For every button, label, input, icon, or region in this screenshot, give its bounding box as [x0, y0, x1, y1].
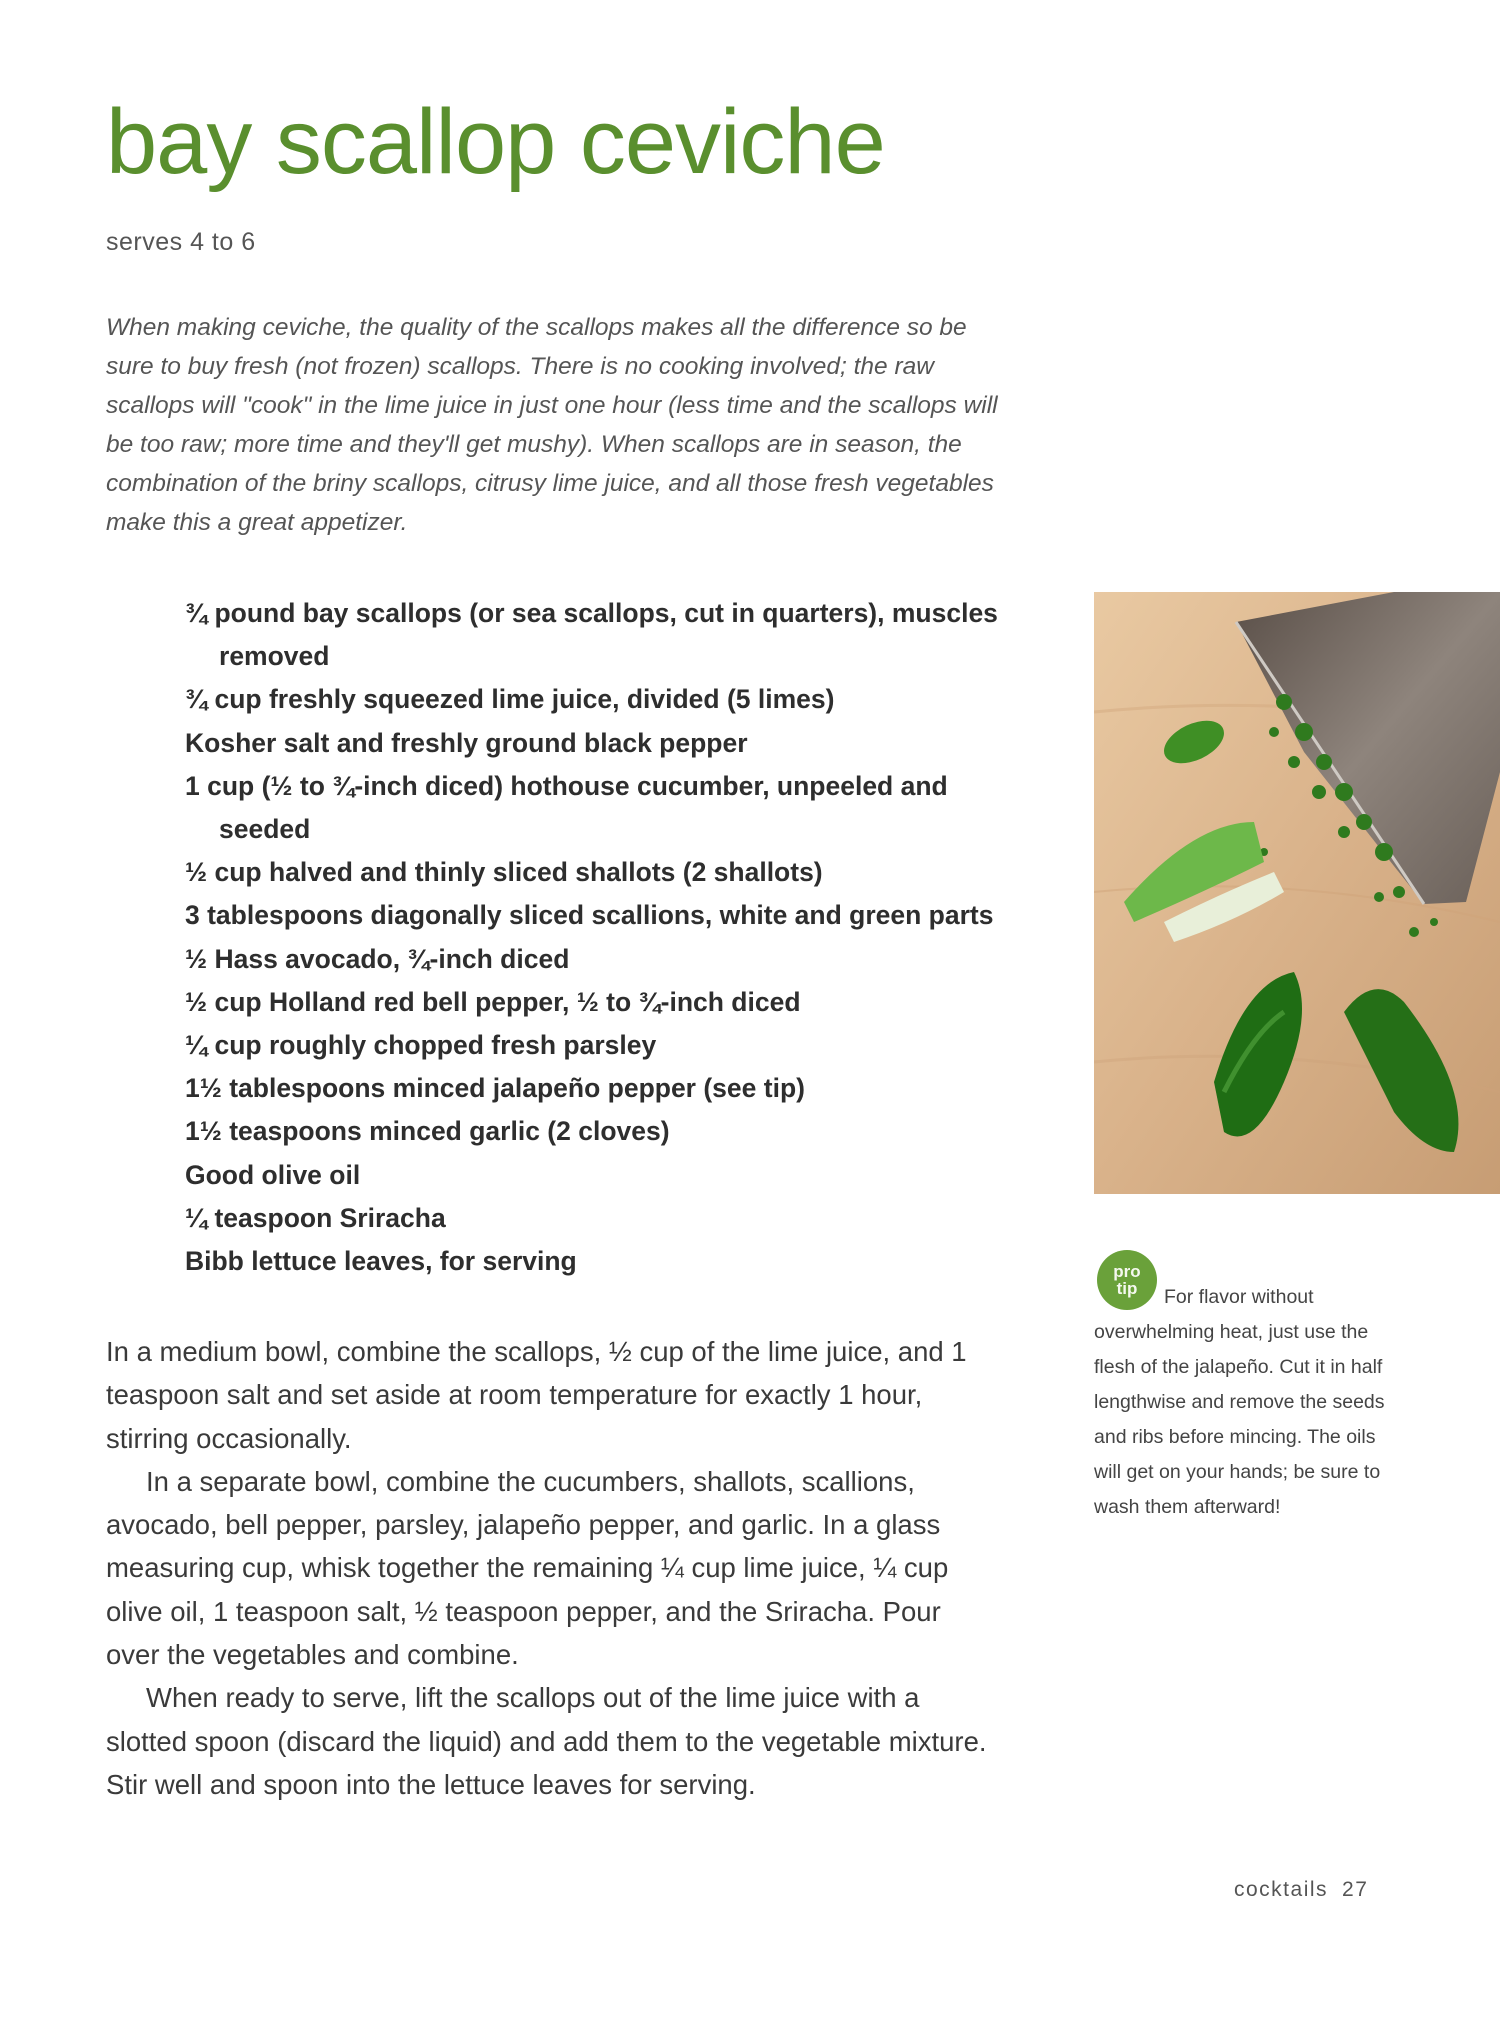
ingredient-list: [185, 592, 1005, 1283]
section-name: cocktails: [1234, 1878, 1329, 1901]
badge-line: pro: [1113, 1262, 1141, 1281]
ingredient-item: ¼ teaspoon Sriracha: [185, 1202, 446, 1233]
ingredient-item: Bibb lettuce leaves, for serving: [185, 1246, 577, 1277]
ingredient-item: 1½ tablespoons minced jalapeño pepper (see tip): [185, 1073, 805, 1104]
ingredient-item: 3 tablespoons diagonally sliced scallions, white and green parts: [185, 900, 994, 931]
jalapeno-knife-photo: [1094, 592, 1500, 1194]
ingredient-item: 1 cup (½ to ¾-inch diced) hothouse cucumber, unpeeled and seeded: [185, 770, 948, 845]
recipe-title: bay scallop ceviche: [106, 91, 885, 193]
ingredient-item: ¾ pound bay scallops (or sea scallops, cut in quarters), muscles removed: [185, 598, 998, 672]
page-number: 27: [1342, 1878, 1369, 1901]
photo-illustration: [1094, 592, 1500, 1194]
ingredient-item: Kosher salt and freshly ground black pepper: [185, 727, 748, 758]
ingredient-item: ½ Hass avocado, ¾-inch diced: [185, 943, 570, 974]
ingredient-item: ¼ cup roughly chopped fresh parsley: [185, 1030, 657, 1061]
method-step: In a medium bowl, combine the scallops, ½ cup of the lime juice, and 1 teaspoon salt and set aside at room temperature for exactly 1 hour, stirring occasionally.: [106, 1336, 967, 1454]
badge-line: tip: [1116, 1279, 1138, 1298]
ingredient-item: ½ cup halved and thinly sliced shallots (2 shallots): [185, 857, 823, 888]
ingredient-item: ½ cup Holland red bell pepper, ½ to ¾-inch diced: [185, 986, 801, 1017]
ingredient-item: Good olive oil: [185, 1159, 361, 1190]
ingredient-item: 1½ teaspoons minced garlic (2 cloves): [185, 1116, 670, 1147]
method-step: In a separate bowl, combine the cucumbers, shallots, scallions, avocado, bell pepper, parsley, jalapeño pepper, and garlic. In a glass measuring cup, whisk together the remaining ¼ cup lime juice, ¼ cup olive oil, 1 teaspoon salt, ½ teaspoon pepper, and the Sriracha. Pour over the vegetables and combine.: [106, 1465, 949, 1671]
pro-tip-text: For flavor without overwhelming heat, just use the flesh of the jalapeño. Cut it in half lengthwise and remove the seeds and ribs before mincing. The oils will get on your hands; be sure to wash them afterward!: [1094, 1286, 1385, 1518]
page-footer: [1234, 1878, 1368, 1902]
method-section: [106, 1330, 996, 1806]
ingredient-item: ¾ cup freshly squeezed lime juice, divided (5 limes): [185, 684, 835, 715]
recipe-intro: When making ceviche, the quality of the scallops makes all the difference so be sure to buy fresh (not frozen) scallops. There is no cooking involved; the raw scallops will "cook" in the lime juice in just one hour (less time and the scallops will be too raw; more time and they'll get mushy). When scallops are in season, the combination of the briny scallops, citrusy lime juice, and all those fresh vegetables make this a great appetizer.: [106, 314, 998, 536]
method-step: When ready to serve, lift the scallops out of the lime juice with a slotted spoon (discard the liquid) and add them to the vegetable mixture. Stir well and spoon into the lettuce leaves for serving.: [106, 1682, 987, 1800]
serves-text: serves 4 to 6: [106, 228, 256, 256]
